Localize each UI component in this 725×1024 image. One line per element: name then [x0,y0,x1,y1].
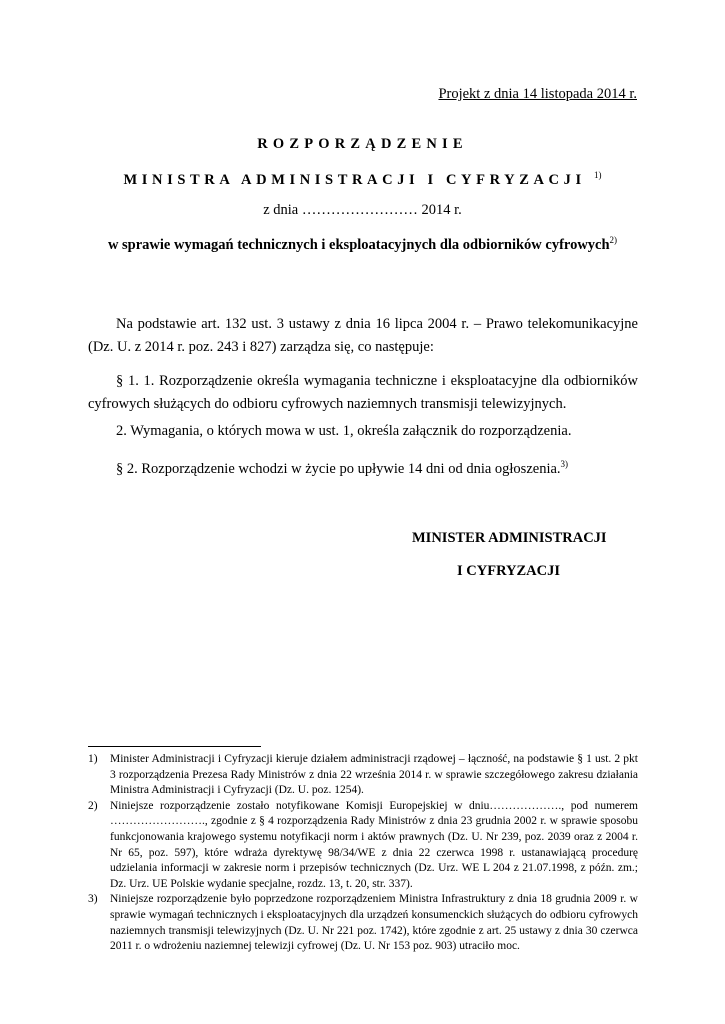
footnote-2 [88,799,638,893]
footnote-1 [88,752,638,799]
preamble-paragraph: Na podstawie art. 132 ust. 3 ustawy z dnia 16 lipca 2004 r. – Prawo telekomunikacyjne (Dz. U. z 2014 r. poz. 243 i 827) zarządza się, co następuje: [88,316,638,355]
footnote-number: 2) [88,799,98,812]
footnote-ref-2: 2) [609,235,618,245]
footnote-separator [88,746,261,747]
preamble-block [88,313,638,359]
issuer-name: MINISTRA ADMINISTRACJI I CYFRYZACJI [123,172,586,188]
footnote-text: Niniejsze rozporządzenie zostało notyfikowane Komisji Europejskiej w dniu………………., pod numerem ……………………., zgodnie z § 4 rozporządzenia Rady Ministrów z dnia 23 grudnia 2002 r. w sprawie sposobu funkcjonowania krajowego systemu notyfikacji norm i aktów prawnych (Dz. U. Nr 239, poz. 2039 oraz z 2004 r. Nr 65, poz. 597), które wdraża dyrektywę 98/34/WE z dnia 22 czerwca 1998 r. ustanawiającą procedurę udzielania informacji w zakresie norm i przepisów technicznych (Dz. Urz. WE L 204 z 21.07.1998, z późn. zm.; Dz. Urz. UE Polskie wydanie specjalne, rozdz. 13, t. 20, str. 337). [110,799,638,890]
subject-line [0,235,725,254]
issue-date-line: z dnia …………………… 2014 r. [263,202,462,218]
section-2-block [88,453,638,481]
footnote-ref-1: 1) [593,170,602,180]
section-1-point-2-block [88,420,638,443]
footnote-ref-3: 3) [560,459,569,469]
footnote-3 [88,892,638,954]
section-2-text: § 2. Rozporządzenie wchodzi w życie po upływie 14 dni od dnia ogłoszenia. [116,461,561,477]
signature-line-2: I CYFRYZACJI [457,563,561,579]
footnotes [88,752,638,955]
footnote-number: 3) [88,893,98,906]
footnote-text: Minister Administracji i Cyfryzacji kieruje działem administracji rządowej – łączność, na podstawie § 1 ust. 2 pkt 3 rozporządzenia Prezesa Rady Ministrów z dnia 22 września 2014 r. w sprawie szczegółowego zakresu działania Ministra Administracji i Cyfryzacji (Dz. U. poz. 1254). [110,753,638,797]
footnote-text: Niniejsze rozporządzenie było poprzedzone rozporządzeniem Ministra Infrastruktury z dnia 18 grudnia 2009 r. w sprawie wymagań technicznych i eksploatacyjnych dla urządzeń konsumenckich służących do odbioru cyfrowych naziemnych transmisji telewizyjnych (Dz. U. Nr 221 poz. 1742), które zgodnie z art. 25 ustawy z dnia 30 czerwca 2011 r. o wdrożeniu naziemnej telewizji cyfrowej (Dz. U. Nr 153 poz. 903) utraciło moc. [110,893,638,953]
draft-date: Projekt z dnia 14 listopada 2014 r. [438,86,637,102]
signature-line-1: MINISTER ADMINISTRACJI [412,530,607,546]
section-2 [88,453,638,481]
document-type: ROZPORZĄDZENIE [257,136,468,152]
section-1-point-2: 2. Wymagania, o których mowa w ust. 1, określa załącznik do rozporządzenia. [116,423,572,439]
section-1-point-1: § 1. 1. Rozporządzenie określa wymagania techniczne i eksploatacyjne dla odbiorników cyfrowych służących do odbioru cyfrowych naziemnych transmisji telewizyjnych. [88,373,638,412]
section-1-point-1-block [88,370,638,416]
subject-text: w sprawie wymagań technicznych i eksploatacyjnych dla odbiorników cyfrowych [107,237,610,253]
footnote-number: 1) [88,753,98,765]
issuer-line [0,170,725,189]
